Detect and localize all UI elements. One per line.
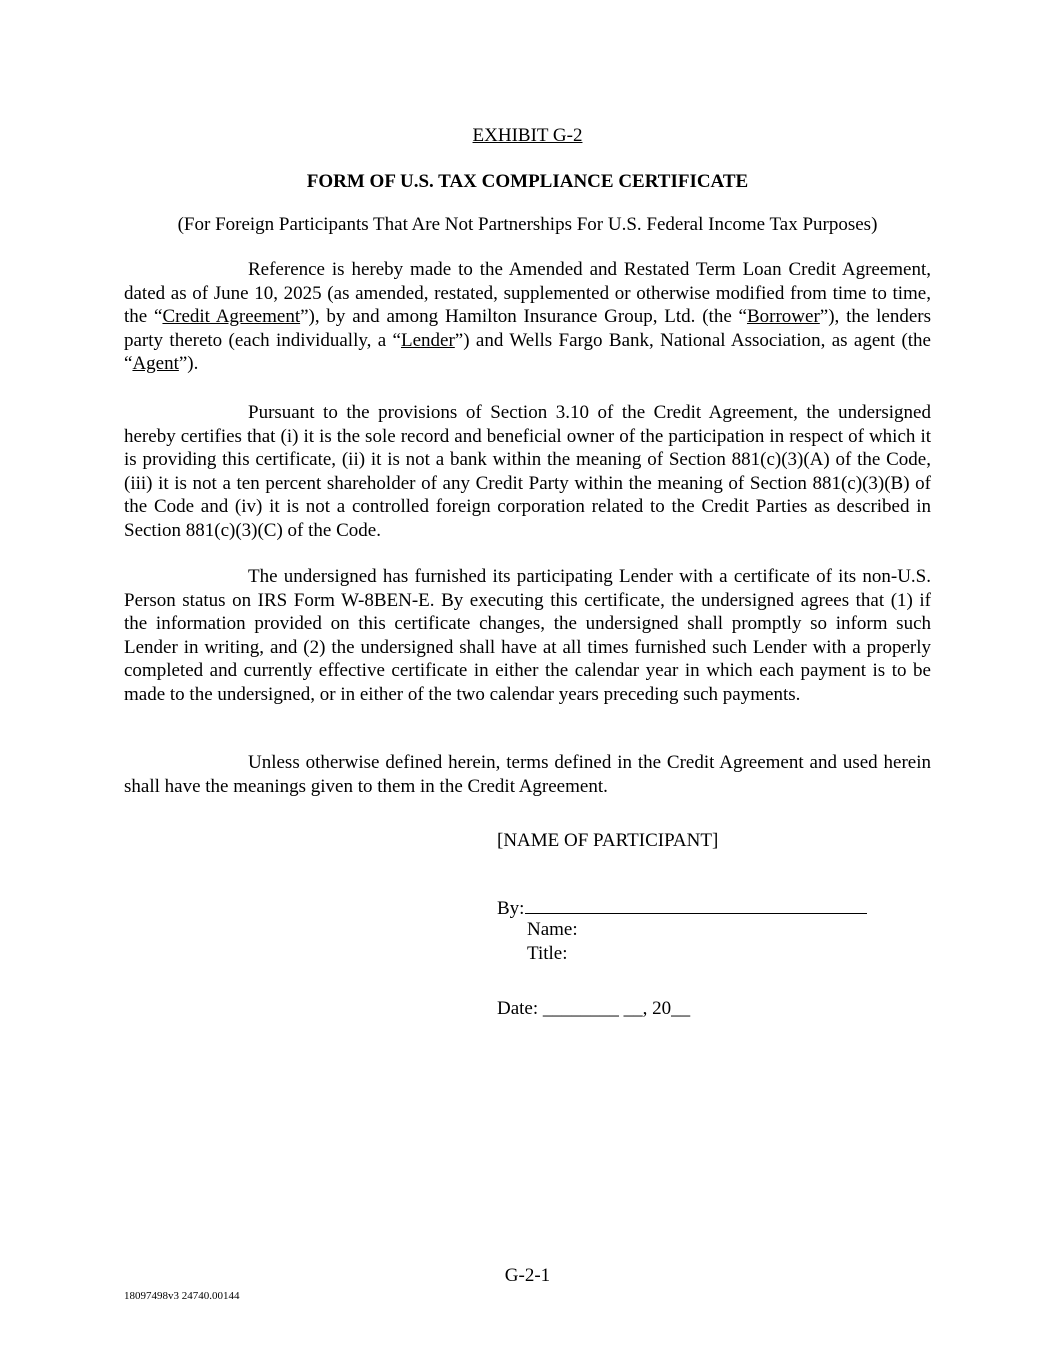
form-title: FORM OF U.S. TAX COMPLIANCE CERTIFICATE (306, 171, 749, 192)
defined-term-credit-agreement: Credit Agreement (162, 306, 301, 328)
paragraph-reference-text-1: Reference is hereby made to the Amended and Restated Term Loan Credit Agreement, dated as of June 10, 2025 (as amended, restated, supplemented or otherwise modified from time to time, the “ (124, 259, 931, 328)
defined-term-agent: Agent (132, 353, 179, 375)
paragraph-reference-text-4: ”) and Wells Fargo Bank, National Association, as agent (the “ (124, 329, 931, 375)
paragraph-reference-text-5: ”). (178, 353, 199, 375)
exhibit-label-text: EXHIBIT G-2 (472, 125, 583, 146)
paragraph-definitions: Unless otherwise defined herein, terms defined in the Credit Agreement and used herein shall have the meanings given to them in the Credit Agreement. (124, 752, 931, 797)
paragraph-certification: Pursuant to the provisions of Section 3.10 of the Credit Agreement, the undersigned hereby certifies that (i) it is the sole record and beneficial owner of the participation in respect of which it is providing this certificate, (ii) it is not a bank within the meaning of Section 881(c)(3)(A) of the Code, (iii) it is not a ten percent shareholder of any Credit Party within the meaning of Section 881(c)(3)(B) of the Code and (iv) it is not a controlled foreign corporation related to the Credit Parties as described in Section 881(c)(3)(C) of the Code. (124, 402, 931, 541)
defined-term-borrower: Borrower (746, 306, 820, 328)
paragraph-furnished-certificate: The undersigned has furnished its participating Lender with a certificate of its non-U.S. Person status on IRS Form W-8BEN-E. By executing this certificate, the undersigned agrees that (1) if the information provided on this certificate changes, the undersigned shall promptly so inform such Lender in writing, and (2) the undersigned shall have at all times furnished such Lender with a properly completed and currently effective certificate in either the calendar year in which each payment is to be made to the undersigned, or in either of the two calendar years preceding such payments. (124, 566, 931, 705)
exhibit-label (0, 124, 1055, 148)
form-subtitle: (For Foreign Participants That Are Not Partnerships For U.S. Federal Income Tax Purposes) (177, 214, 878, 235)
page-number: G-2-1 (504, 1265, 551, 1286)
by-label: By: (497, 898, 525, 919)
signature-line[interactable] (525, 895, 867, 914)
defined-term-lender: Lender (400, 329, 455, 351)
participant-name-placeholder: [NAME OF PARTICIPANT] (497, 830, 719, 851)
signature-name-label: Name: (527, 919, 578, 940)
paragraph-reference-text-2: ”), by and among Hamilton Insurance Group, Ltd. (the “ (300, 306, 747, 328)
signature-date-line: Date: ________ __, 20__ (497, 998, 691, 1019)
document-id: 18097498v3 24740.00144 (124, 1290, 240, 1302)
signature-title-label: Title: (527, 943, 568, 964)
paragraph-reference (124, 258, 931, 376)
paragraph-reference-text-3: ”), the lenders party thereto (each individually, a “ (124, 306, 931, 351)
